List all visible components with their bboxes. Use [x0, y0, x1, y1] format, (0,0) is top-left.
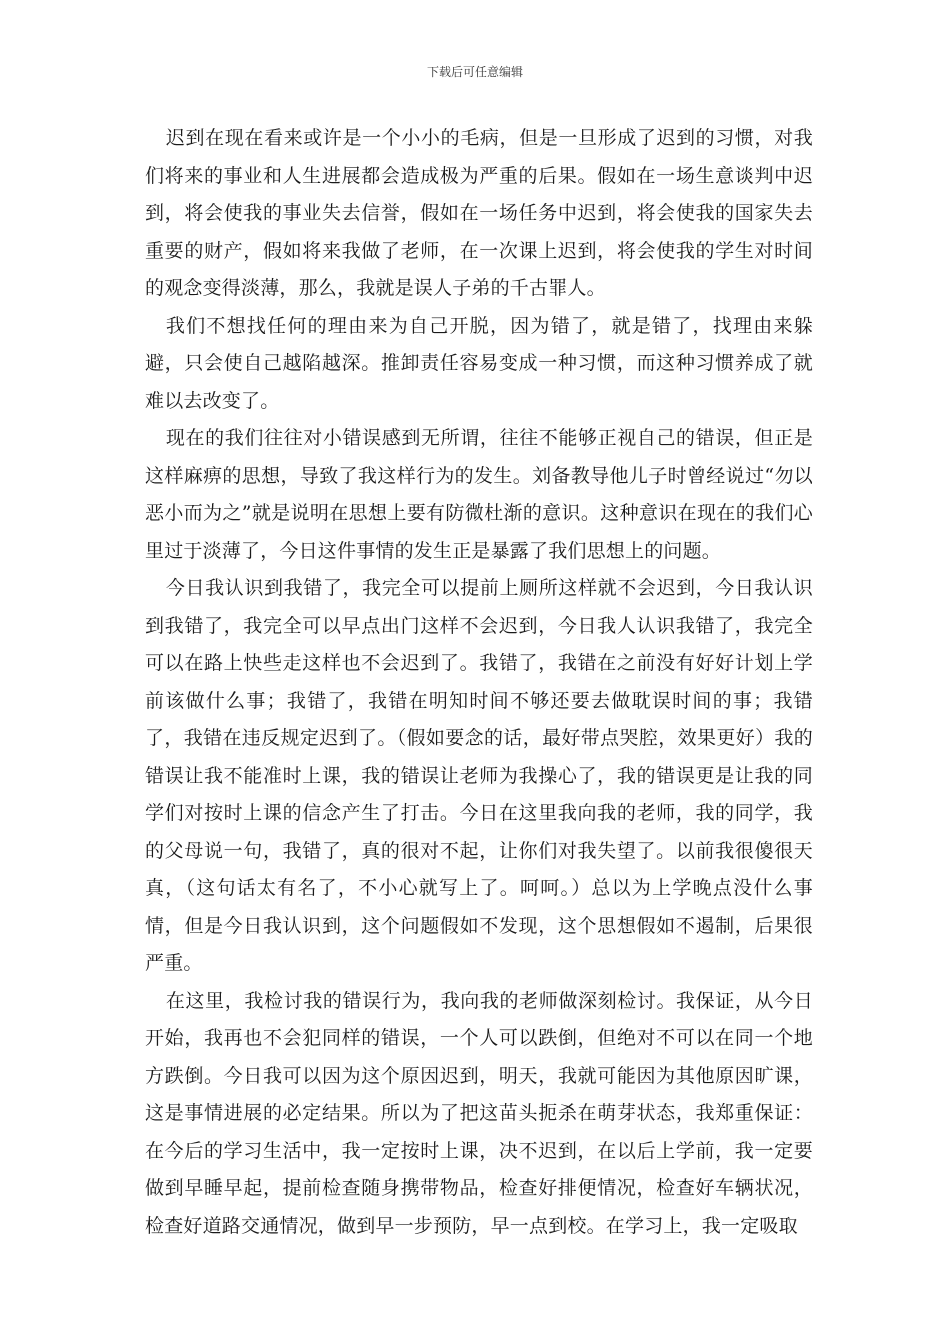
- page-header: 下载后可任意编辑: [426, 65, 523, 79]
- document-body: [145, 120, 813, 1245]
- paragraph-2: 我们不想找任何的理由来为自己开脱，因为错了，就是错了，找理由来躲避，只会使自己越陷越深。推卸责任容易变成一种习惯，而这种习惯养成了就难以去改变了。: [145, 314, 813, 412]
- paragraph-3: 现在的我们往往对小错误感到无所谓，往往不能够正视自己的错误，但正是这样麻痹的思想，导致了我这样行为的发生。刘备教导他儿子时曾经说过“勿以恶小而为之”就是说明在思想上要有防微杜渐的意识。这种意识在现在的我们心里过于淡薄了，今日这件事情的发生正是暴露了我们思想上的问题。: [145, 427, 813, 562]
- paragraph-5: 在这里，我检讨我的错误行为，我向我的老师做深刻检讨。我保证，从今日开始，我再也不会犯同样的错误，一个人可以跌倒，但绝对不可以在同一个地方跌倒。今日我可以因为这个原因迟到，明天，我就可能因为其他原因旷课，这是事情进展的必定结果。所以为了把这苗头扼杀在萌芽状态，我郑重保证：在今后的学习生活中，我一定按时上课，决不迟到，在以后上学前，我一定要做到早睡早起，提前检查随身携带物品，检查好排便情况，检查好车辆状况，检查好道路交通情况，做到早一步预防，早一点到校。在学习上，我一定吸取: [145, 989, 813, 1237]
- paragraph-4: 今日我认识到我错了，我完全可以提前上厕所这样就不会迟到，今日我认识到我错了，我完全可以早点出门这样不会迟到，今日我人认识我错了，我完全可以在路上快些走这样也不会迟到了。我错了，我错在之前没有好好计划上学前该做什么事；我错了，我错在明知时间不够还要去做耽误时间的事；我错了，我错在违反规定迟到了。（假如要念的话，最好带点哭腔，效果更好）我的错误让我不能准时上课，我的错误让老师为我操心了，我的错误更是让我的同学们对按时上课的信念产生了打击。今日在这里我向我的老师，我的同学，我的父母说一句，我错了，真的很对不起，让你们对我失望了。以前我很傻很天真，（这句话太有名了，不小心就写上了。呵呵。）总以为上学晚点没什么事情，但是今日我认识到，这个问题假如不发现，这个思想假如不遏制，后果很严重。: [145, 577, 813, 974]
- paragraph-1: 迟到在现在看来或许是一个小小的毛病，但是一旦形成了迟到的习惯，对我们将来的事业和人生进展都会造成极为严重的后果。假如在一场生意谈判中迟到，将会使我的事业失去信誉，假如在一场任务中迟到，将会使我的国家失去重要的财产，假如将来我做了老师，在一次课上迟到，将会使我的学生对时间的观念变得淡薄，那么，我就是误人子弟的千古罪人。: [145, 127, 813, 299]
